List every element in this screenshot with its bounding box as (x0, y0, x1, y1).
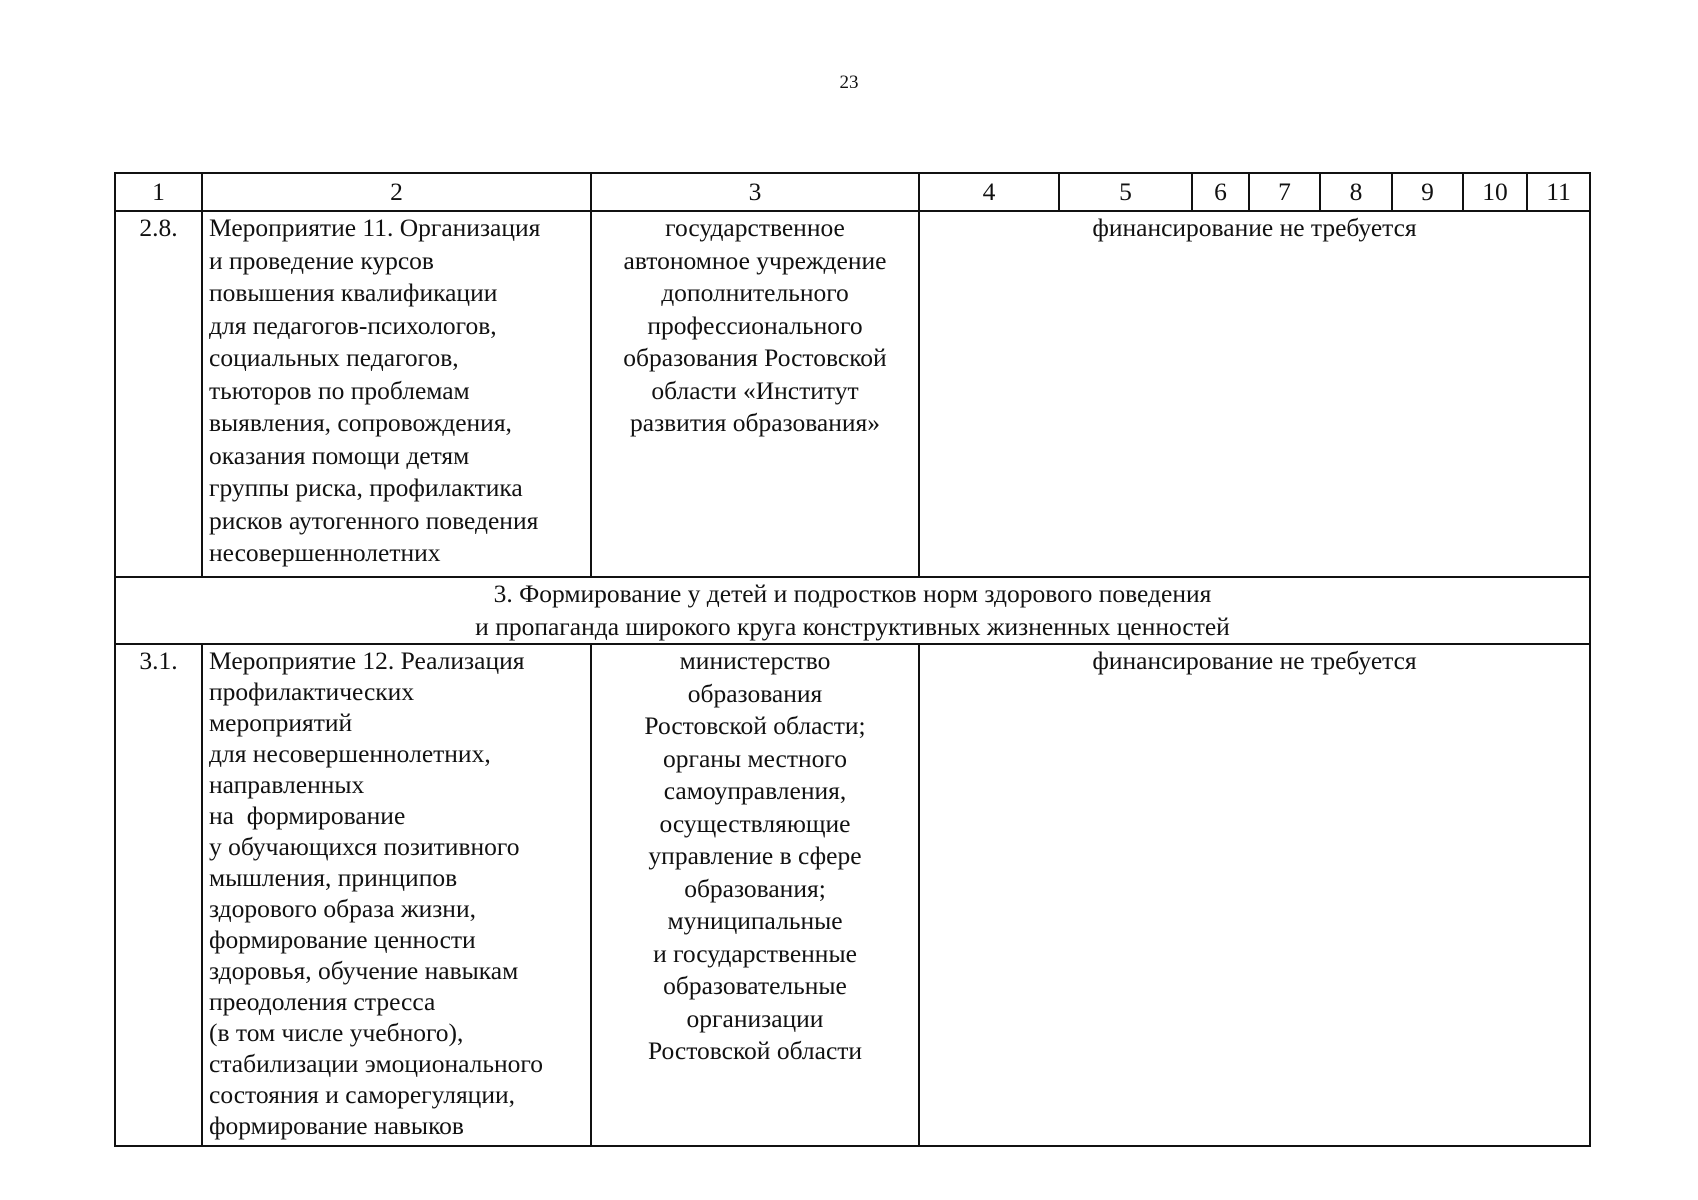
column-number: 3 (591, 173, 919, 211)
description-line: формирование ценности (209, 925, 476, 954)
description-line: стабилизации эмоционального (209, 1049, 543, 1078)
column-number: 4 (919, 173, 1059, 211)
column-number: 5 (1059, 173, 1192, 211)
executor-line: автономное учреждение (623, 245, 887, 275)
description-line: мероприятий (209, 708, 353, 737)
executor-line: и государственные (653, 938, 857, 968)
page-number: 23 (839, 72, 859, 93)
executor-line: области «Институт (651, 375, 859, 405)
measure-description (202, 644, 591, 1146)
executor-line: министерство (679, 646, 831, 675)
description-line: рисков аутогенного поведения (209, 505, 539, 535)
description-line: повышения квалификации (209, 278, 498, 307)
description-line: группы риска, профилактика (209, 473, 523, 502)
executor-line: органы местного (663, 743, 847, 773)
description-line: Мероприятие 11. Организация (209, 213, 541, 242)
measure-description (202, 211, 591, 577)
description-line: для педагогов-психологов, (209, 310, 497, 340)
description-line: здорового образа жизни, (209, 894, 476, 923)
table-row-2-8 (115, 211, 1590, 577)
description-line: выявления, сопровождения, (209, 408, 512, 437)
description-line: оказания помощи детям (209, 440, 470, 470)
description-line: здоровья, обучение навыкам (209, 956, 519, 985)
executor-line: муниципальные (667, 906, 843, 935)
executor-line: Ростовской области (647, 1036, 863, 1065)
column-number: 9 (1392, 173, 1463, 211)
column-number: 11 (1527, 173, 1590, 211)
section-heading-line: и пропаганда широкого круга конструктивных жизненных ценностей (475, 611, 1230, 641)
executor-line: развития образования» (630, 408, 880, 437)
executor-line: образования Ростовской (623, 343, 887, 372)
description-line: направленных (209, 770, 365, 799)
executor-line: дополнительного (661, 278, 849, 307)
description-line: профилактических (209, 677, 415, 706)
column-number: 8 (1320, 173, 1392, 211)
executor-line: профессионального (647, 310, 863, 340)
description-line: для несовершеннолетних, (209, 739, 491, 768)
description-line: (в том числе учебного), (209, 1018, 464, 1047)
measures-table (114, 172, 1591, 1147)
description-line: социальных педагогов, (209, 343, 459, 372)
column-number-row (115, 173, 1590, 211)
executor-line: самоуправления, (663, 776, 847, 805)
description-line: состояния и саморегуляции, (209, 1080, 515, 1109)
column-number: 6 (1192, 173, 1249, 211)
description-line: и проведение курсов (209, 245, 434, 275)
section-heading (115, 577, 1590, 644)
executor-line: организации (686, 1003, 824, 1033)
description-line: тьюторов по проблемам (209, 375, 470, 405)
executor-line: управление в сфере (648, 841, 862, 870)
description-line: мышления, принципов (209, 863, 458, 892)
executor-line: образования; (684, 873, 826, 903)
responsible-executor (591, 644, 919, 1146)
responsible-executor (591, 211, 919, 577)
table-row-3-1 (115, 644, 1590, 1146)
row-number: 3.1. (115, 644, 202, 1146)
section-heading-line: 3. Формирование у детей и подростков норм здорового поведения (493, 579, 1212, 608)
column-number: 10 (1463, 173, 1527, 211)
column-number: 7 (1249, 173, 1320, 211)
executor-line: Ростовской области; (644, 711, 866, 740)
section-heading-row (115, 577, 1590, 644)
column-number: 1 (115, 173, 202, 211)
executor-line: осуществляющие (659, 808, 851, 838)
description-line: преодоления стресса (209, 987, 436, 1016)
row-number: 2.8. (115, 211, 202, 577)
description-line: несовершеннолетних (209, 538, 441, 567)
executor-line: образовательные (663, 971, 847, 1000)
financing-note: финансирование не требуется (919, 644, 1590, 1146)
executor-line: образования (687, 678, 823, 708)
column-number: 2 (202, 173, 591, 211)
description-line: у обучающихся позитивного (209, 832, 520, 861)
financing-note: финансирование не требуется (919, 211, 1590, 577)
description-line: Мероприятие 12. Реализация (209, 646, 525, 675)
executor-line: государственное (665, 213, 845, 242)
description-line: формирование навыков (209, 1111, 464, 1140)
description-line: на формирование (209, 801, 406, 830)
